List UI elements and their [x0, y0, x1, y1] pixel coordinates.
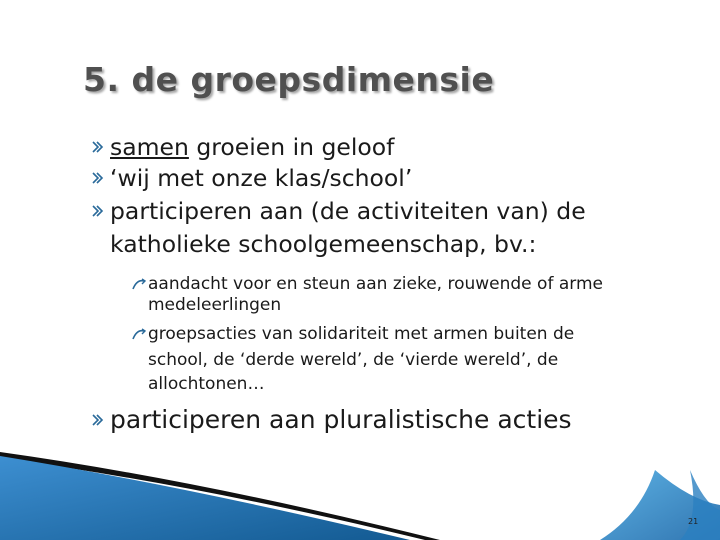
- bullet-text: participeren aan (de activiteiten van) de: [110, 197, 586, 225]
- bullet-icon: [90, 196, 104, 226]
- arc-bullet-icon: [132, 277, 148, 291]
- bullet-icon: [90, 405, 104, 435]
- bullet-text: ‘wij met onze klas/school’: [110, 164, 413, 192]
- underlined-word: samen: [110, 133, 189, 161]
- bullet-icon: [90, 163, 104, 193]
- bullet-icon: [90, 132, 104, 162]
- sub-bullet-text: school, de ‘derde wereld’, de ‘vierde wereld’, de: [148, 350, 559, 370]
- sub-bullet-text: medeleerlingen: [148, 295, 282, 315]
- sub-bullet-text: groepsacties van solidariteit met armen buiten de: [148, 324, 575, 344]
- slide-title: 5. de groepsdimensie: [83, 60, 495, 99]
- bullet-text: participeren aan pluralistische acties: [110, 405, 572, 434]
- sub-bullet-text: allochtonen…: [148, 374, 265, 394]
- sub-bullet-text: aandacht voor en steun aan zieke, rouwende of arme: [148, 274, 603, 294]
- arc-bullet-icon: [132, 327, 148, 341]
- page-number: 21: [688, 517, 699, 526]
- bullet-text: katholieke schoolgemeenschap, bv.:: [110, 230, 537, 258]
- bullet-text: groeien in geloof: [188, 133, 395, 161]
